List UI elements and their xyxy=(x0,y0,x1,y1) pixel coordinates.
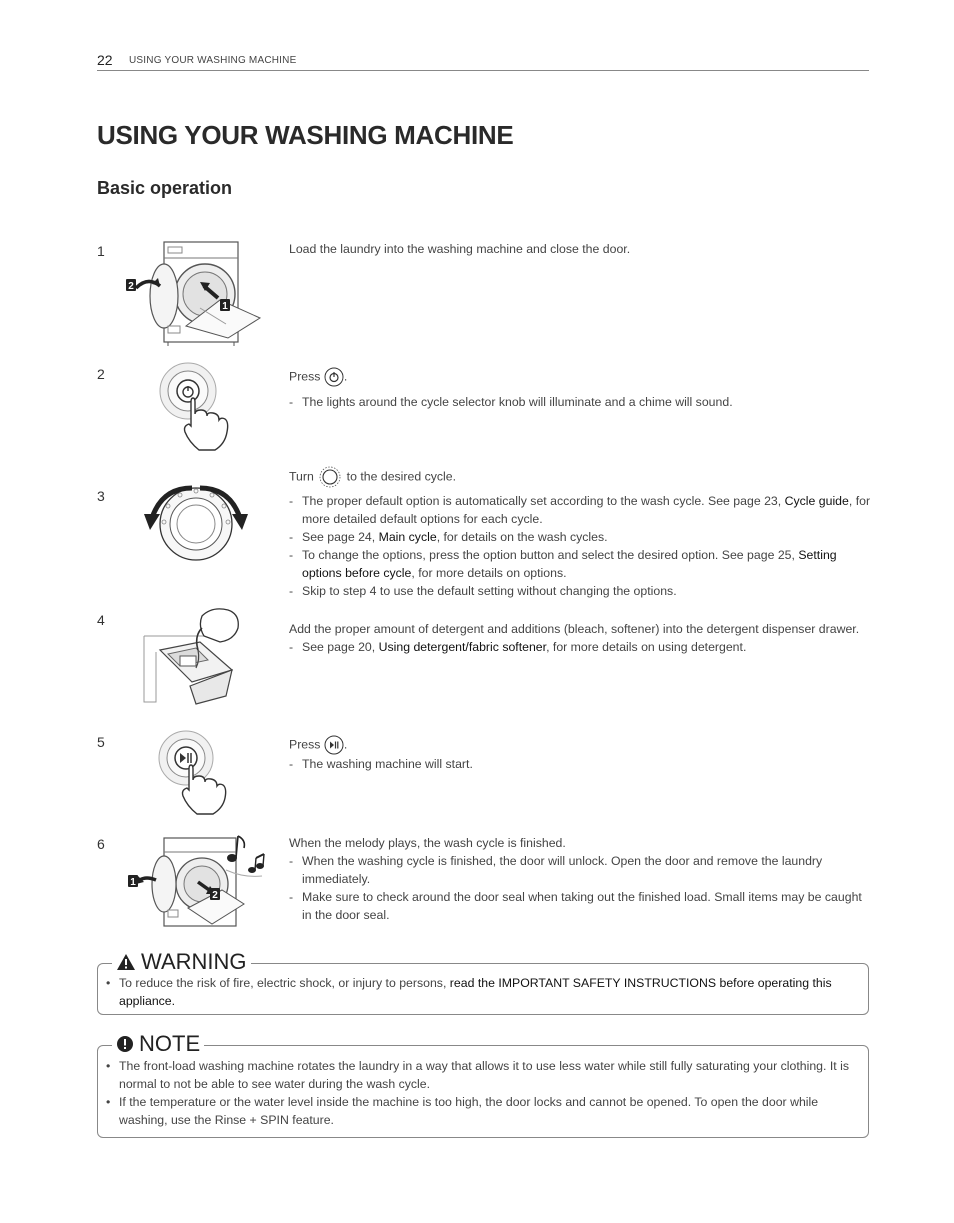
cycle-knob-icon xyxy=(317,466,343,488)
step-5-bullet: - The washing machine will start. xyxy=(289,755,871,773)
header-section-title: USING YOUR WASHING MACHINE xyxy=(129,55,297,66)
step-2-press-label: Press xyxy=(289,369,321,384)
note-heading: NOTE xyxy=(112,1031,204,1057)
start-pause-button-icon xyxy=(324,735,344,755)
step-2-text xyxy=(289,367,871,411)
detergent-dispenser-illustration xyxy=(142,606,246,706)
step-1-badge-2: 2 xyxy=(128,281,134,292)
step-5-text xyxy=(289,735,871,773)
step-3-bullet-3: - To change the options, press the option button and select the desired option. See page 25, Setting options before cycle, for more details on options. xyxy=(289,546,871,582)
step-3-bullet-1: - The proper default option is automatically set according to the wash cycle. See page 23, Cycle guide, for more detailed default options for each cycle. xyxy=(289,492,871,528)
step-5-press-label: Press xyxy=(289,737,321,752)
warning-triangle-icon xyxy=(116,953,136,971)
step-6-badge-2: 2 xyxy=(212,890,218,901)
step-3-bullet-4: - Skip to step 4 to use the default setting without changing the options. xyxy=(289,582,871,600)
main-cycle-ref: Main cycle xyxy=(378,530,437,544)
step-1-badge-1: 1 xyxy=(222,301,228,312)
step-3-number: 3 xyxy=(97,488,105,504)
step-2-number: 2 xyxy=(97,366,105,382)
step-4-intro: Add the proper amount of detergent and additions (bleach, softener) into the detergent dispenser drawer. xyxy=(289,622,860,636)
section-subtitle: Basic operation xyxy=(97,178,233,198)
step-6-bullet-1: - When the washing cycle is finished, the door will unlock. Open the door and remove the laundry immediately. xyxy=(289,852,871,888)
note-item-1: • The front-load washing machine rotates the laundry in a way that allows it to use less water while still fully saturating your clothing. It is normal to not be able to see water during the wash cycle. xyxy=(98,1057,854,1093)
page-number: 22 xyxy=(97,52,113,68)
step-3-text xyxy=(289,466,871,600)
step-1-intro: Load the laundry into the washing machine and close the door. xyxy=(289,242,631,256)
step-3-bullet-2: - See page 24, Main cycle, for details on the wash cycles. xyxy=(289,528,871,546)
washer-loading-illustration xyxy=(120,238,270,348)
step-2-bullet: - The lights around the cycle selector knob will illuminate and a chime will sound. xyxy=(289,393,871,411)
step-5-number: 5 xyxy=(97,734,105,750)
warning-heading: WARNING xyxy=(112,949,251,975)
note-exclamation-icon xyxy=(116,1035,134,1053)
setting-options-ref: Setting options before cycle xyxy=(302,548,837,580)
step-6-number: 6 xyxy=(97,836,105,852)
step-1-text xyxy=(289,240,871,258)
washer-unloading-illustration xyxy=(126,830,266,928)
cycle-knob-illustration xyxy=(140,482,252,562)
press-start-illustration xyxy=(155,728,235,818)
step-4-bullet-1: - See page 20, Using detergent/fabric softener, for more details on using detergent. xyxy=(289,638,871,656)
step-6-text xyxy=(289,834,871,924)
step-4-number: 4 xyxy=(97,612,105,628)
step-1-number: 1 xyxy=(97,243,105,259)
page-title: USING YOUR WASHING MACHINE xyxy=(97,120,514,150)
step-6-badge-1: 1 xyxy=(130,877,136,888)
step-6-intro: When the melody plays, the wash cycle is finished. xyxy=(289,836,566,850)
warning-box xyxy=(97,949,869,1015)
warning-text: • To reduce the risk of fire, electric shock, or injury to persons, read the IMPORTANT SAFETY INSTRUCTIONS before operating this appliance. xyxy=(98,974,854,1010)
step-6-bullet-2: - Make sure to check around the door seal when taking out the finished load. Small items may be caught in the door seal. xyxy=(289,888,871,924)
power-button-icon xyxy=(324,367,344,387)
page-header xyxy=(97,52,869,71)
cycle-guide-ref: Cycle guide xyxy=(784,494,849,508)
press-power-illustration xyxy=(155,360,235,455)
step-4-text xyxy=(289,620,871,656)
note-box xyxy=(97,1031,869,1138)
detergent-ref: Using detergent/fabric softener xyxy=(378,640,547,654)
step-5-press-suffix: . xyxy=(343,737,348,752)
step-2-press-suffix: . xyxy=(343,369,348,384)
step-3-turn-suffix: to the desired cycle. xyxy=(346,469,457,484)
safety-instructions-ref: read the IMPORTANT SAFETY INSTRUCTIONS before operating this appliance. xyxy=(119,976,832,1008)
step-3-turn-label: Turn xyxy=(289,469,314,484)
note-item-2: • If the temperature or the water level inside the machine is too high, the door locks and cannot be opened. To open the door while washing, use the Rinse + SPIN feature. xyxy=(98,1093,854,1129)
